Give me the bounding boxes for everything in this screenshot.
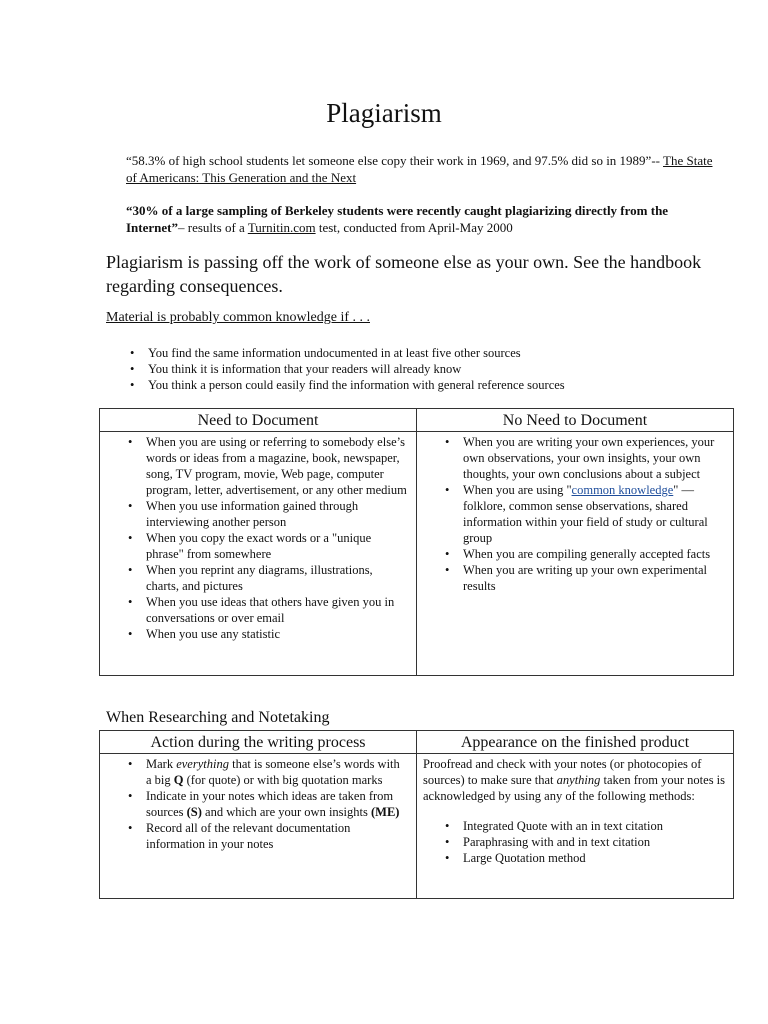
list-item: • Integrated Quote with an in text citation bbox=[443, 818, 727, 834]
appearance-header: Appearance on the finished product bbox=[417, 731, 734, 754]
list-item: • When you use ideas that others have given you in conversations or over email bbox=[126, 594, 408, 626]
text-segment: Indicate in your notes which ideas are taken from sources bbox=[146, 789, 394, 819]
common-knowledge-suffix: " — folklore, common sense observations, shared information within your field of study or cultural group bbox=[463, 483, 708, 545]
plagiarism-definition: Plagiarism is passing off the work of someone else as your own. See the handbook regarding consequences. bbox=[106, 252, 702, 296]
action-list bbox=[126, 756, 408, 852]
strong-me: (ME) bbox=[370, 805, 400, 819]
list-item: • When you are compiling generally accepted facts bbox=[443, 546, 725, 562]
text-segment: (for quote) or with big quotation marks bbox=[183, 773, 383, 787]
documentation-table bbox=[99, 408, 734, 676]
researching-section-title: When Researching and Notetaking bbox=[106, 709, 330, 726]
list-item: • Paraphrasing with and in text citation bbox=[443, 834, 727, 850]
text-segment: and which are your own insights bbox=[201, 805, 371, 819]
list-item: • When you are using or referring to somebody else’s words or ideas from a magazine, book, newspaper, song, TV program, movie, Web page, computer program, letter, advertisement, or any other medium bbox=[126, 434, 408, 498]
no-need-to-document-list bbox=[443, 434, 725, 594]
list-item: • You think a person could easily find the information with general reference sources bbox=[128, 377, 728, 393]
list-item: • Large Quotation method bbox=[443, 850, 727, 866]
no-need-to-document-header: No Need to Document bbox=[417, 409, 734, 432]
appearance-cell bbox=[417, 754, 734, 899]
list-item: • Record all of the relevant documentation information in your notes bbox=[126, 820, 408, 852]
common-knowledge-list bbox=[128, 345, 728, 393]
methods-list bbox=[423, 818, 727, 866]
text-segment: that is someone else’s words with a big bbox=[146, 757, 400, 787]
need-to-document-cell bbox=[100, 432, 417, 676]
text-segment: Proofread and check with your notes (or photocopies of sources) to make sure that bbox=[423, 757, 702, 787]
text-segment: Mark bbox=[146, 757, 177, 771]
common-knowledge-prefix: When you are using " bbox=[463, 483, 572, 497]
appearance-paragraph bbox=[423, 756, 727, 804]
list-item: • You find the same information undocumented in at least five other sources bbox=[128, 345, 728, 361]
list-item bbox=[126, 788, 408, 820]
list-item: • When you reprint any diagrams, illustrations, charts, and pictures bbox=[126, 562, 408, 594]
text-segment: taken from your notes is acknowledged by using any of the following methods: bbox=[423, 773, 726, 803]
list-item: • When you copy the exact words or a "unique phrase" from somewhere bbox=[126, 530, 408, 562]
list-item: • When you use information gained through interviewing another person bbox=[126, 498, 408, 530]
quote-2-text: “30% of a large sampling of Berkeley students were recently caught plagiarizing directly from the Internet” bbox=[126, 203, 669, 235]
quote-2-attribution: – results of a bbox=[178, 220, 248, 235]
action-header: Action during the writing process bbox=[100, 731, 417, 754]
need-to-document-header: Need to Document bbox=[100, 409, 417, 432]
list-item: • When you are writing up your own experimental results bbox=[443, 562, 725, 594]
list-item: • When you are writing your own experiences, your own observations, your own insights, your own thoughts, your own conclusions about a subject bbox=[443, 434, 725, 482]
strong-q: Q bbox=[173, 773, 184, 787]
list-item: • You think it is information that your readers will already know bbox=[128, 361, 728, 377]
list-item: • When you use any statistic bbox=[126, 626, 408, 642]
no-need-to-document-cell bbox=[417, 432, 734, 676]
quote-2-attribution-end: test, conducted from April-May 2000 bbox=[315, 220, 513, 235]
quote-1-text: “58.3% of high school students let someone else copy their work in 1969, and 97.5% did so in 1989”-- bbox=[126, 153, 664, 168]
list-item bbox=[126, 756, 408, 788]
common-knowledge-heading: Material is probably common knowledge if . . . bbox=[106, 310, 370, 325]
emphasis: everything bbox=[176, 757, 229, 771]
turnitin-link[interactable]: Turnitin.com bbox=[247, 220, 316, 235]
list-item bbox=[443, 482, 725, 546]
page-title: Plagiarism bbox=[326, 98, 442, 128]
notetaking-table bbox=[99, 730, 734, 899]
quote-2 bbox=[126, 202, 716, 236]
quote-1-source: The State of Americans: This Generation and the Next bbox=[126, 153, 713, 185]
strong-s: (S) bbox=[186, 805, 202, 819]
action-cell bbox=[100, 754, 417, 899]
emphasis: anything bbox=[556, 773, 601, 787]
common-knowledge-link[interactable]: common knowledge bbox=[571, 483, 674, 497]
need-to-document-list bbox=[126, 434, 408, 642]
quote-1 bbox=[126, 152, 716, 186]
